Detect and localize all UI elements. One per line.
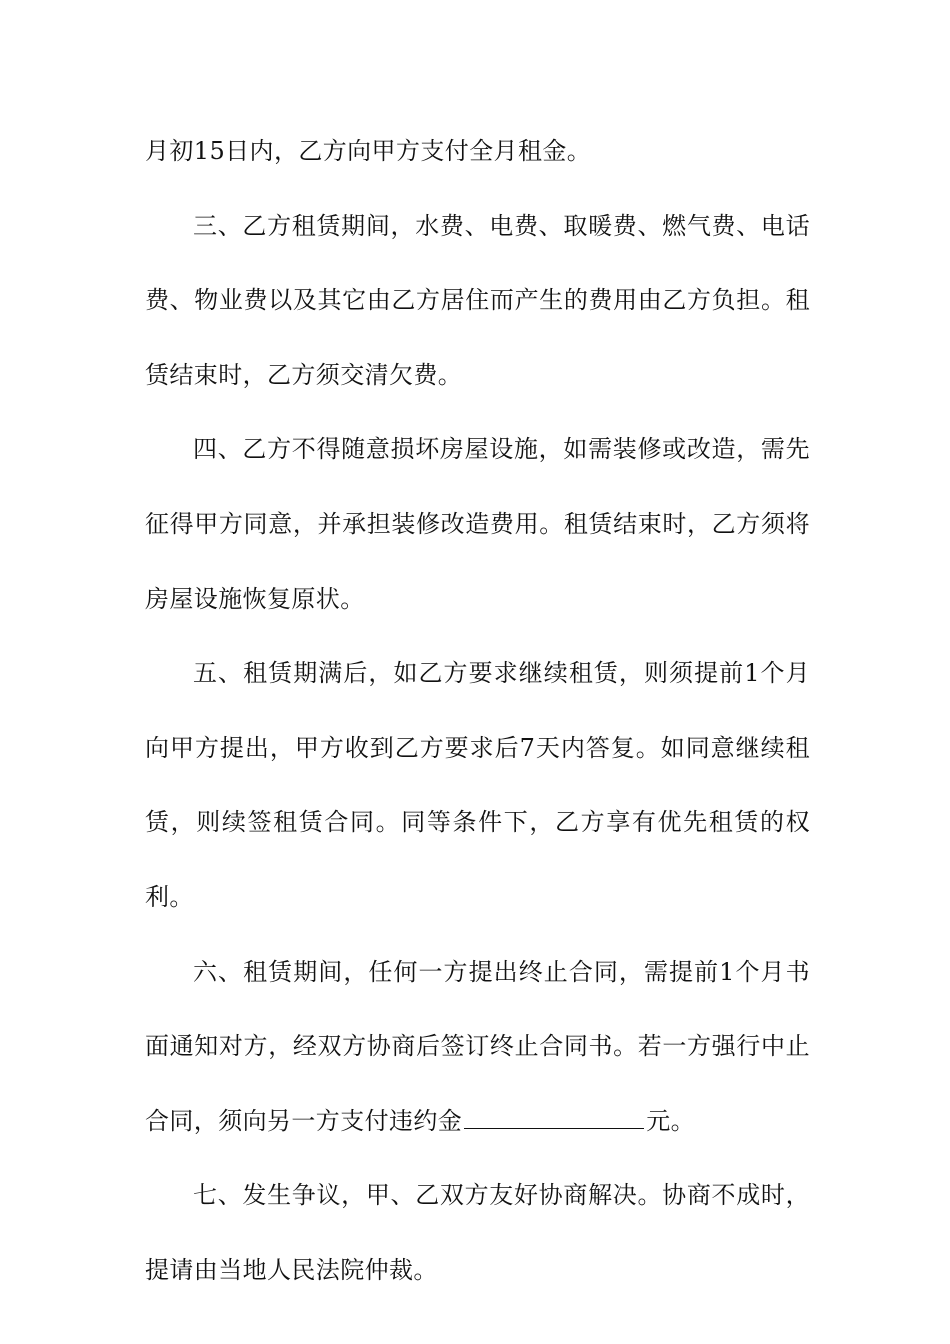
paragraph-clause-3: 三、乙方租赁期间，水费、电费、取暖费、燃气费、电话费、物业费以及其它由乙方居住而产生的费用由乙方负担。租赁结束时，乙方须交清欠费。 [145, 211, 810, 389]
paragraph-clause-4: 四、乙方不得随意损坏房屋设施，如需装修或改造，需先征得甲方同意，并承担装修改造费用。租赁结束时，乙方须将房屋设施恢复原状。 [145, 435, 810, 613]
clause-6-text-after: 元。 [646, 1106, 696, 1135]
document-body [145, 114, 810, 1308]
paragraph-clause-6 [145, 935, 810, 1159]
paragraph-continuation: 月初15日内，乙方向甲方支付全月租金。 [145, 137, 592, 165]
penalty-amount-blank[interactable] [464, 1110, 644, 1129]
clause-6-text-before: 六、租赁期间，任何一方提出终止合同，需提前1个月书面通知对方，经双方协商后签订终止合同书。若一方强行中止合同，须向另一方支付违约金 [145, 957, 810, 1135]
paragraph-clause-7: 七、发生争议，甲、乙双方友好协商解决。协商不成时，提请由当地人民法院仲裁。 [145, 1181, 810, 1284]
paragraph-clause-5: 五、租赁期满后，如乙方要求继续租赁，则须提前1个月向甲方提出，甲方收到乙方要求后7天内答复。如同意继续租赁，则续签租赁合同。同等条件下，乙方享有优先租赁的权利。 [145, 659, 810, 911]
